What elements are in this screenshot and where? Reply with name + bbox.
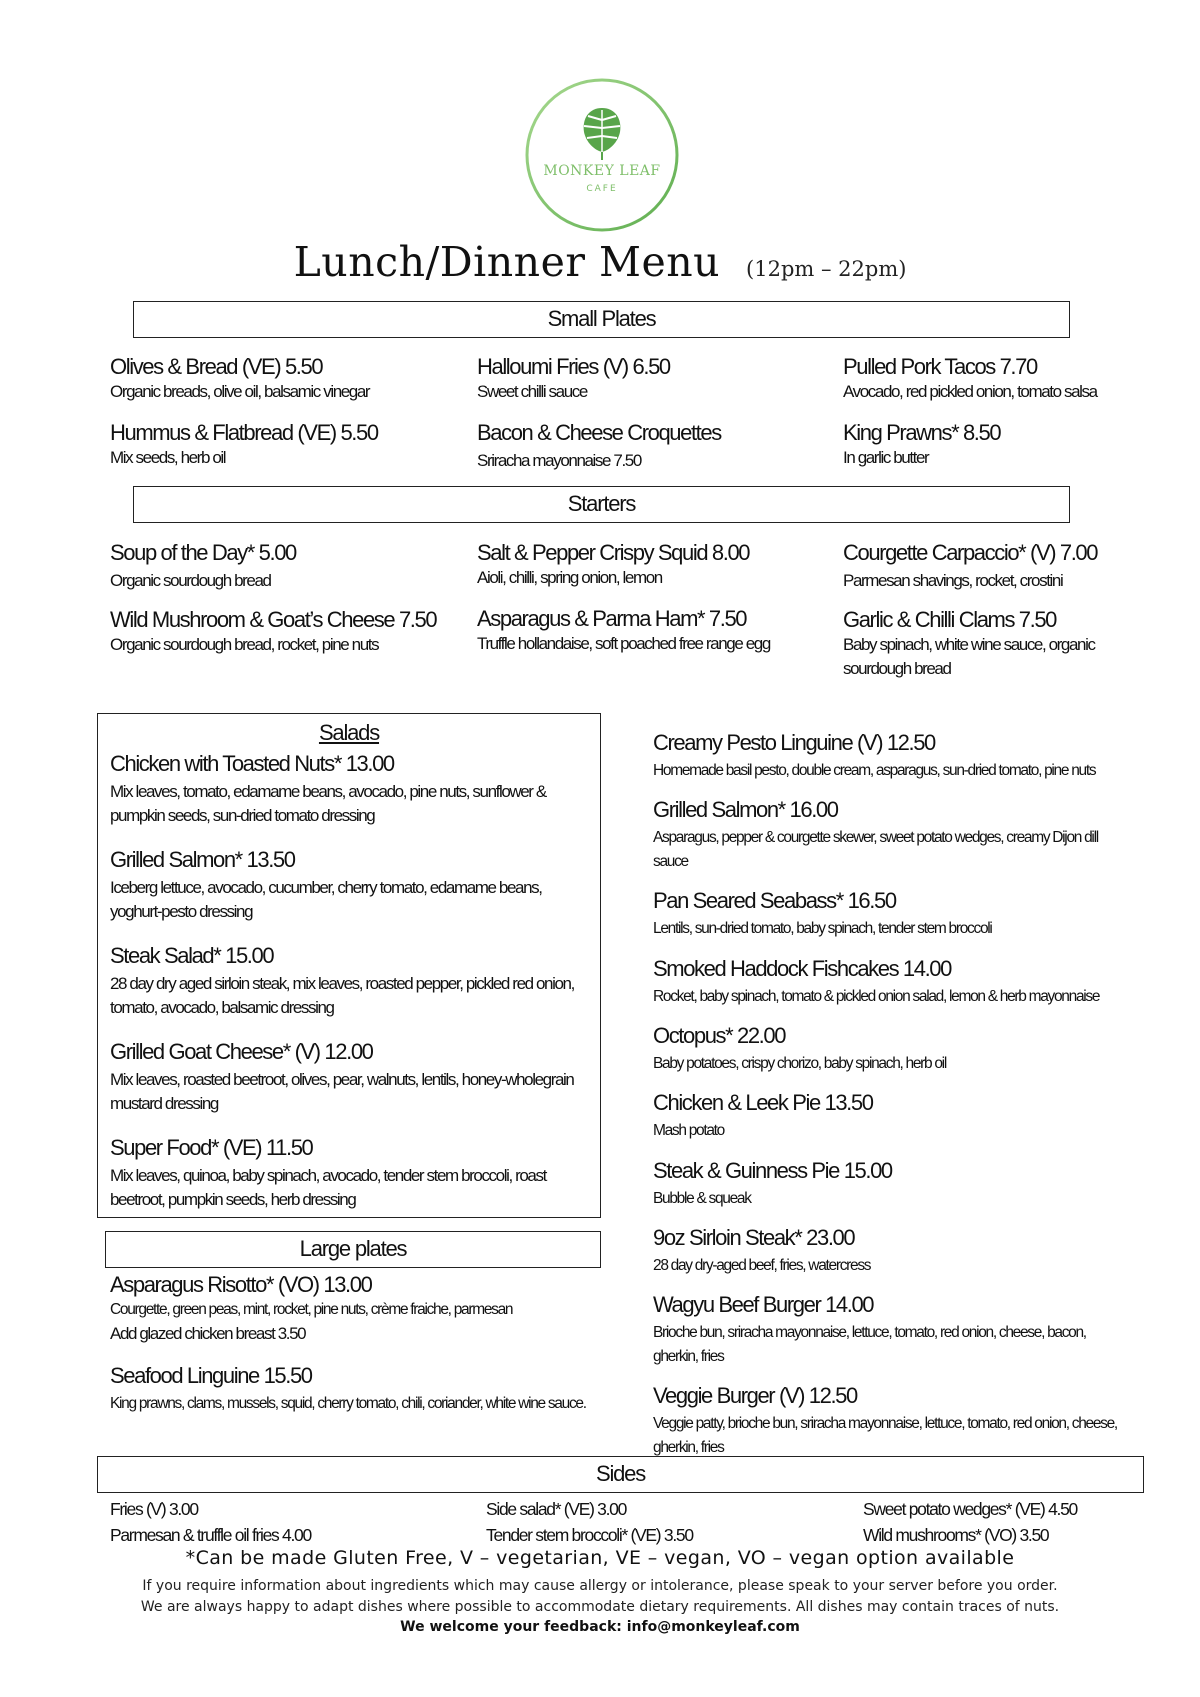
item-desc: Mix leaves, roasted beetroot, olives, pear, walnuts, lentils, honey-wholegrain mustard dressing	[110, 1070, 574, 1113]
item-name: Chicken with Toasted Nuts* 13.00	[110, 751, 394, 776]
item-desc: In garlic butter	[843, 448, 929, 467]
item-name: Soup of the Day* 5.00	[110, 540, 296, 565]
allergy-notice: If you require information about ingredients which may cause allergy or intolerance, please speak to your server before you order. We are always happy to adapt dishes where possible to accommodate dietary requirements. All dishes may contain traces of nuts.	[140, 1578, 1060, 1615]
menu-item	[653, 955, 1133, 1009]
item-desc: Organic sourdough bread, rocket, pine nuts	[110, 635, 379, 654]
menu-item	[110, 606, 460, 657]
side-item: Tender stem broccoli* (VE) 3.50	[486, 1525, 693, 1545]
item-name: Garlic & Chilli Clams 7.50	[843, 607, 1057, 632]
menu-item	[653, 1089, 1133, 1143]
section-header-small-plates: Small Plates	[133, 301, 1070, 338]
section-header-starters: Starters	[133, 486, 1070, 523]
item-desc: Iceberg lettuce, avocado, cucumber, cherry tomato, edamame beans, yoghurt-pesto dressing	[110, 878, 542, 921]
item-desc: Avocado, red pickled onion, tomato salsa	[843, 382, 1097, 401]
item-name: Steak & Guinness Pie 15.00	[653, 1158, 892, 1183]
item-desc: 28 day dry-aged beef, fries, watercress	[653, 1257, 871, 1274]
brand-name: MONKEY LEAF	[543, 163, 661, 179]
menu-item	[477, 605, 787, 656]
service-hours: (12pm – 22pm)	[746, 257, 907, 281]
side-item: Fries (V) 3.00	[110, 1499, 198, 1519]
menu-item	[653, 887, 1133, 941]
item-desc: Organic breads, olive oil, balsamic vinegar	[110, 382, 370, 401]
item-desc: Mix seeds, herb oil	[110, 448, 226, 467]
item-desc: Mix leaves, quinoa, baby spinach, avocado, tender stem broccoli, roast beetroot, pumpkin seeds, herb dressing	[110, 1166, 546, 1209]
menu-item	[110, 1038, 590, 1116]
item-desc: King prawns, clams, mussels, squid, cherry tomato, chili, coriander, white wine sauce.	[110, 1395, 586, 1412]
item-desc: Lentils, sun-dried tomato, baby spinach, tender stem broccoli	[653, 920, 992, 937]
item-name: Seafood Linguine 15.50	[110, 1363, 312, 1388]
menu-item	[653, 729, 1133, 783]
menu-item	[477, 419, 827, 473]
item-name: Veggie Burger (V) 12.50	[653, 1383, 857, 1408]
menu-item	[110, 1271, 590, 1346]
item-desc: Homemade basil pesto, double cream, asparagus, sun-dried tomato, pine nuts	[653, 762, 1096, 779]
menu-title	[0, 238, 1200, 286]
item-desc: Sriracha mayonnaise 7.50	[477, 451, 641, 470]
side-item: Sweet potato wedges* (VE) 4.50	[863, 1499, 1077, 1519]
item-name: Steak Salad* 15.00	[110, 943, 274, 968]
item-desc: Baby spinach, white wine sauce, organic sourdough bread	[843, 635, 1095, 678]
item-desc: Rocket, baby spinach, tomato & pickled onion salad, lemon & herb mayonnaise	[653, 988, 1100, 1005]
menu-item	[110, 750, 590, 828]
item-name: Asparagus & Parma Ham* 7.50	[477, 606, 747, 631]
menu-item	[843, 353, 1173, 404]
item-desc: Aioli, chilli, spring onion, lemon	[477, 568, 662, 587]
item-name: Grilled Salmon* 13.50	[110, 847, 295, 872]
item-name: Grilled Salmon* 16.00	[653, 797, 838, 822]
menu-item	[110, 539, 460, 593]
item-name: Wild Mushroom & Goat’s Cheese 7.50	[110, 607, 437, 632]
menu-item	[653, 1022, 1133, 1076]
item-name: Wagyu Beef Burger 14.00	[653, 1292, 874, 1317]
section-header-sides: Sides	[97, 1456, 1144, 1493]
item-desc: Sweet chilli sauce	[477, 382, 587, 401]
item-name: Courgette Carpaccio* (V) 7.00	[843, 540, 1098, 565]
item-name: Octopus* 22.00	[653, 1023, 786, 1048]
item-name: Salt & Pepper Crispy Squid 8.00	[477, 540, 750, 565]
item-name: Chicken & Leek Pie 13.50	[653, 1090, 873, 1115]
item-name: Pan Seared Seabass* 16.50	[653, 888, 896, 913]
item-desc: Mix leaves, tomato, edamame beans, avocado, pine nuts, sunflower & pumpkin seeds, sun-dried tomato dressing	[110, 782, 546, 825]
item-desc: Bubble & squeak	[653, 1190, 751, 1207]
item-name: Olives & Bread (VE) 5.50	[110, 354, 323, 379]
menu-item	[110, 353, 460, 404]
item-desc: Organic sourdough bread	[110, 571, 271, 590]
item-desc: 28 day dry aged sirloin steak, mix leaves, roasted pepper, pickled red onion, tomato, avocado, balsamic dressing	[110, 974, 574, 1017]
menu-item	[110, 419, 460, 470]
item-desc: Courgette, green peas, mint, rocket, pine nuts, crème fraiche, parmesan	[110, 1301, 513, 1318]
menu-item	[653, 1224, 1133, 1278]
item-name: Grilled Goat Cheese* (V) 12.00	[110, 1039, 373, 1064]
item-extra: Add glazed chicken breast 3.50	[110, 1324, 306, 1343]
menu-item	[477, 539, 827, 590]
menu-item	[653, 1157, 1133, 1211]
item-desc: Truffle hollandaise, soft poached free range egg	[477, 634, 770, 653]
dietary-legend: *Can be made Gluten Free, V – vegetarian, VE – vegan, VO – vegan option available	[185, 1547, 1015, 1569]
item-name: Smoked Haddock Fishcakes 14.00	[653, 956, 951, 981]
item-name: Hummus & Flatbread (VE) 5.50	[110, 420, 378, 445]
cafe-logo	[523, 76, 681, 234]
section-header-large-plates: Large plates	[105, 1231, 601, 1268]
item-name: 9oz Sirloin Steak* 23.00	[653, 1225, 855, 1250]
brand-sub: CAFE	[586, 184, 618, 194]
menu-item	[110, 942, 590, 1020]
item-desc: Baby potatoes, crispy chorizo, baby spinach, herb oil	[653, 1055, 946, 1072]
menu-item	[843, 419, 1173, 470]
page-title: Lunch/Dinner Menu	[293, 238, 721, 286]
item-name: Halloumi Fries (V) 6.50	[477, 354, 670, 379]
menu-item	[653, 796, 1133, 874]
item-name: King Prawns* 8.50	[843, 420, 1001, 445]
side-item: Side salad* (VE) 3.00	[486, 1499, 627, 1519]
monstera-leaf-icon	[584, 108, 621, 160]
item-desc: Parmesan shavings, rocket, crostini	[843, 571, 1063, 590]
feedback-line: We welcome your feedback: info@monkeyleaf.com	[400, 1619, 800, 1635]
section-header-salads: Salads	[318, 720, 380, 745]
menu-item	[653, 1291, 1133, 1369]
item-desc: Veggie patty, brioche bun, sriracha mayonnaise, lettuce, tomato, red onion, cheese, gherkin, fries	[653, 1415, 1117, 1456]
menu-item	[477, 353, 827, 404]
item-name: Asparagus Risotto* (VO) 13.00	[110, 1272, 372, 1297]
side-item: Parmesan & truffle oil fries 4.00	[110, 1525, 311, 1545]
menu-item	[110, 1362, 590, 1416]
menu-item	[653, 1382, 1133, 1460]
item-desc: Mash potato	[653, 1122, 725, 1139]
item-name: Pulled Pork Tacos 7.70	[843, 354, 1037, 379]
item-desc: Asparagus, pepper & courgette skewer, sweet potato wedges, creamy Dijon dill sauce	[653, 829, 1098, 870]
menu-item	[843, 606, 1123, 681]
item-name: Super Food* (VE) 11.50	[110, 1135, 313, 1160]
item-desc: Brioche bun, sriracha mayonnaise, lettuce, tomato, red onion, cheese, bacon, gherkin, fries	[653, 1324, 1086, 1365]
menu-item	[110, 1134, 590, 1212]
menu-item	[843, 539, 1173, 593]
item-name: Bacon & Cheese Croquettes	[477, 420, 721, 445]
item-name: Creamy Pesto Linguine (V) 12.50	[653, 730, 935, 755]
side-item: Wild mushrooms* (VO) 3.50	[863, 1525, 1049, 1545]
menu-item	[110, 846, 590, 924]
